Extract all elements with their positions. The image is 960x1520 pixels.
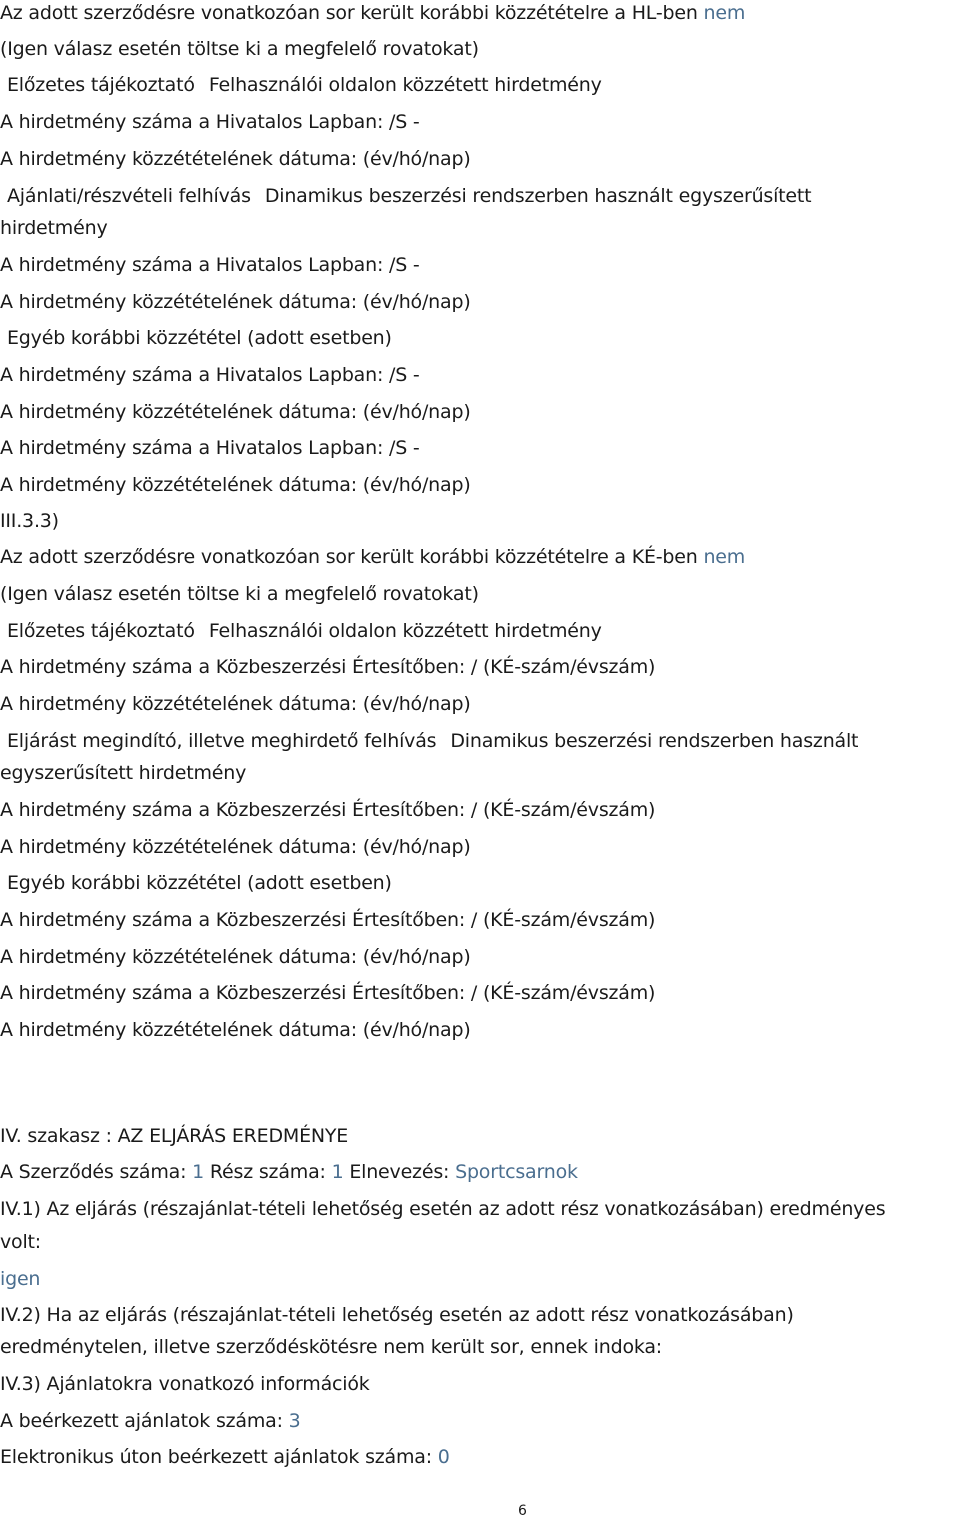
ke-option-call: Eljárást megindító, illetve meghirdető felhívás	[7, 730, 437, 752]
hl-option-dps: Dinamikus beszerzési rendszerben használt egyszerűsített	[264, 185, 812, 207]
iv-2-question: IV.2) Ha az eljárás (részajánlat-tételi lehetőség esetén az adott rész vonatkozásában)	[0, 1304, 794, 1326]
name-label: Elnevezés:	[349, 1161, 450, 1183]
contract-number-label: A Szerződés száma:	[0, 1161, 187, 1183]
contract-line	[0, 1159, 578, 1185]
ke-notice-date-1: A hirdetmény közzétételének dátuma: (év/hó/nap)	[0, 693, 471, 715]
offers-value: 3	[288, 1410, 301, 1432]
hl-notice-number-4: A hirdetmény száma a Hivatalos Lapban: /S -	[0, 437, 420, 459]
hl-option-buyer-profile: Felhasználói oldalon közzétett hirdetmény	[208, 74, 602, 96]
hl-option-other: Egyéb korábbi közzététel (adott esetben)	[7, 327, 392, 349]
ke-hint: (Igen válasz esetén töltse ki a megfelelő rovatokat)	[0, 583, 479, 605]
hl-notice-date-3: A hirdetmény közzétételének dátuma: (év/hó/nap)	[0, 401, 471, 423]
offers-line	[0, 1408, 301, 1434]
iv-3-heading: IV.3) Ajánlatokra vonatkozó információk	[0, 1373, 370, 1395]
ke-intro-line	[0, 544, 745, 570]
hl-notice-number-3: A hirdetmény száma a Hivatalos Lapban: /S -	[0, 364, 420, 386]
iv-2-question-cont: eredménytelen, illetve szerződéskötésre nem került sor, ennek indoka:	[0, 1336, 662, 1358]
hl-option-call: Ajánlati/részvételi felhívás	[7, 185, 251, 207]
hl-notice-number-1: A hirdetmény száma a Hivatalos Lapban: /S -	[0, 111, 420, 133]
hl-option-dps-cont: hirdetmény	[0, 217, 108, 239]
name-value: Sportcsarnok	[455, 1161, 578, 1183]
hl-option-line-2	[7, 183, 811, 209]
ke-option-line-1	[7, 618, 602, 644]
ke-option-dps: Dinamikus beszerzési rendszerben használt	[450, 730, 859, 752]
ke-notice-number-2: A hirdetmény száma a Közbeszerzési Értesítőben: / (KÉ-szám/évszám)	[0, 799, 656, 821]
electronic-offers-label: Elektronikus úton beérkezett ajánlatok száma:	[0, 1446, 432, 1468]
ke-option-line-2	[7, 728, 858, 754]
part-number-label: Rész száma:	[209, 1161, 326, 1183]
ke-notice-date-3: A hirdetmény közzétételének dátuma: (év/hó/nap)	[0, 946, 471, 968]
offers-label: A beérkezett ajánlatok száma:	[0, 1410, 283, 1432]
iv-1-answer: igen	[0, 1268, 41, 1290]
ke-option-dps-cont: egyszerűsített hirdetmény	[0, 762, 247, 784]
ke-option-prior-info: Előzetes tájékoztató	[7, 620, 195, 642]
ke-notice-number-1: A hirdetmény száma a Közbeszerzési Értesítőben: / (KÉ-szám/évszám)	[0, 656, 656, 678]
contract-number-value: 1	[192, 1161, 205, 1183]
ke-option-buyer-profile: Felhasználói oldalon közzétett hirdetmény	[208, 620, 602, 642]
ke-intro-value: nem	[703, 546, 746, 568]
ke-notice-number-3: A hirdetmény száma a Közbeszerzési Értesítőben: / (KÉ-szám/évszám)	[0, 909, 656, 931]
hl-option-prior-info: Előzetes tájékoztató	[7, 74, 195, 96]
part-number-value: 1	[331, 1161, 344, 1183]
hl-notice-date-4: A hirdetmény közzétételének dátuma: (év/hó/nap)	[0, 474, 471, 496]
hl-intro-text: Az adott szerződésre vonatkozóan sor került korábbi közzétételre a HL-ben	[0, 2, 698, 24]
section-title-iv: IV. szakasz : AZ ELJÁRÁS EREDMÉNYE	[0, 1125, 349, 1147]
ke-notice-number-4: A hirdetmény száma a Közbeszerzési Értesítőben: / (KÉ-szám/évszám)	[0, 982, 656, 1004]
iv-1-question: IV.1) Az eljárás (részajánlat-tételi lehetőség esetén az adott rész vonatkozásában) eredményes	[0, 1198, 886, 1220]
ke-option-other: Egyéb korábbi közzététel (adott esetben)	[7, 872, 392, 894]
page-number: 6	[518, 1503, 527, 1519]
ke-notice-date-4: A hirdetmény közzétételének dátuma: (év/hó/nap)	[0, 1019, 471, 1041]
hl-notice-date-2: A hirdetmény közzétételének dátuma: (év/hó/nap)	[0, 291, 471, 313]
hl-intro-value: nem	[703, 2, 746, 24]
hl-option-line-1	[7, 72, 602, 98]
ke-notice-date-2: A hirdetmény közzétételének dátuma: (év/hó/nap)	[0, 836, 471, 858]
iv-1-question-cont: volt:	[0, 1231, 41, 1253]
hl-notice-number-2: A hirdetmény száma a Hivatalos Lapban: /S -	[0, 254, 420, 276]
electronic-offers-line	[0, 1444, 450, 1470]
hl-intro-line	[0, 0, 745, 26]
section-heading-iii-3-3: III.3.3)	[0, 510, 59, 532]
electronic-offers-value: 0	[437, 1446, 450, 1468]
hl-notice-date-1: A hirdetmény közzétételének dátuma: (év/hó/nap)	[0, 148, 471, 170]
ke-intro-text: Az adott szerződésre vonatkozóan sor került korábbi közzétételre a KÉ-ben	[0, 546, 698, 568]
hl-hint: (Igen válasz esetén töltse ki a megfelelő rovatokat)	[0, 38, 479, 60]
